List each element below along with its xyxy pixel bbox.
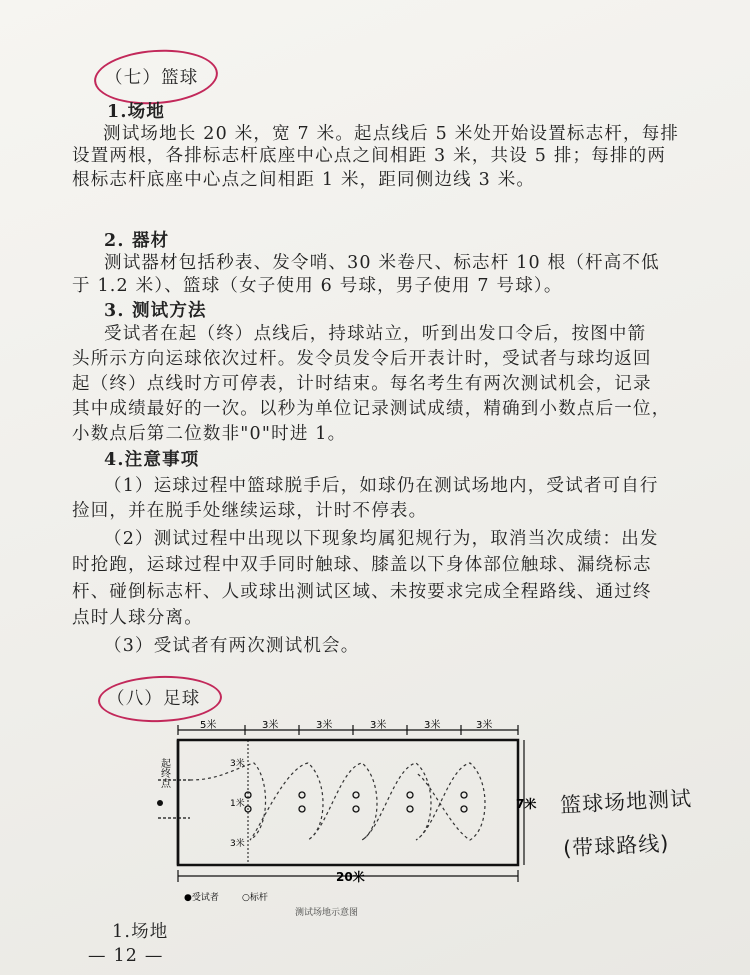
venue-line-3: 根标志杆底座中心点之间相距 1 米，距同侧边线 3 米。	[72, 170, 536, 190]
note-1-line-1: （1）运球过程中篮球脱手后，如球仍在测试场地内，受试者可自行	[104, 476, 659, 496]
pole	[461, 806, 467, 812]
dim-label-3-5: 3米	[476, 720, 493, 731]
pole	[299, 792, 305, 798]
note-2-line-3: 杆、碰倒标志杆、人或球出测试区域、未按要求完成全程路线、通过终	[72, 582, 652, 602]
method-line-3: 起（终）点线时方可停表，计时结束。每名考生有两次测试机会，记录	[72, 374, 652, 394]
pole	[407, 806, 413, 812]
diagram-caption: 测试场地示意图	[295, 908, 359, 918]
test-field-diagram	[150, 718, 537, 918]
pole	[353, 792, 359, 798]
legend-person: ●受试者	[184, 893, 219, 903]
subject-dot	[157, 800, 163, 806]
dim-label-5: 5米	[200, 720, 217, 731]
venue-line-1: 测试场地长 20 米，宽 7 米。起点线后 5 米处开始设置标志杆，每排	[103, 124, 680, 144]
width-label: 7米	[516, 797, 537, 811]
note-3-line-1: （3）受试者有两次测试机会。	[104, 636, 360, 656]
pole	[407, 792, 413, 798]
venue-line-2: 设置两根，各排标志杆底座中心点之间相距 3 米，共设 5 排；每排的两	[72, 146, 667, 166]
method-line-4: 其中成绩最好的一次。以秒为单位记录测试成绩，精确到小数点后一位，	[72, 399, 671, 419]
pole	[353, 806, 359, 812]
pole	[299, 806, 305, 812]
page-number: — 12 —	[88, 946, 164, 966]
equipment-heading: 2. 器材	[104, 231, 170, 251]
length-label: 20米	[336, 870, 365, 884]
section-8-title: （八）足球	[107, 689, 201, 709]
note-2-line-2: 时抢跑，运球过程中双手同时触球、膝盖以下身体部位触球、漏绕标志	[72, 555, 652, 575]
equipment-line-1: 测试器材包括秒表、发令哨、30 米卷尺、标志杆 10 根（杆高不低	[104, 253, 660, 273]
pole	[461, 792, 467, 798]
method-line-2: 头所示方向运球依次过杆。发令员发令后开表计时，受试者与球均返回	[72, 349, 652, 369]
notes-heading: 4.注意事项	[104, 450, 200, 470]
equipment-line-2: 于 1.2 米）、篮球（女子使用 6 号球，男子使用 7 号球）。	[72, 276, 563, 296]
section-7-title: （七）篮球	[105, 68, 199, 88]
side-label-3b: 3米	[230, 839, 245, 849]
method-line-5: 小数点后第二位数非"0"时进 1。	[72, 424, 347, 444]
note-2-line-4: 点时人球分离。	[72, 608, 203, 628]
dim-label-3-2: 3米	[316, 720, 333, 731]
dim-label-3-3: 3米	[370, 720, 387, 731]
start-label: 起终点	[158, 758, 170, 788]
side-label-1: 1米	[230, 799, 245, 809]
note-1-line-2: 捡回，并在脱手处继续运球，计时不停表。	[72, 501, 428, 521]
method-line-1: 受试者在起（终）点线后，持球站立，听到出发口令后，按图中箭	[104, 324, 647, 344]
legend-pole: ○标杆	[242, 893, 268, 903]
handwritten-note-line-1: 篮球场地测试	[559, 786, 693, 818]
dim-label-3-1: 3米	[262, 720, 279, 731]
poles	[245, 792, 467, 812]
method-heading: 3. 测试方法	[104, 301, 207, 321]
field-boundary	[178, 740, 518, 865]
note-2-line-1: （2）测试过程中出现以下现象均属犯规行为，取消当次成绩：出发	[104, 529, 659, 549]
section-8-venue-heading: 1.场地	[112, 922, 169, 942]
handwritten-note-line-2: (带球路线)	[562, 831, 670, 861]
side-label-3a: 3米	[230, 759, 245, 769]
venue-heading: 1.场地	[107, 102, 166, 122]
dim-label-3-4: 3米	[424, 720, 441, 731]
